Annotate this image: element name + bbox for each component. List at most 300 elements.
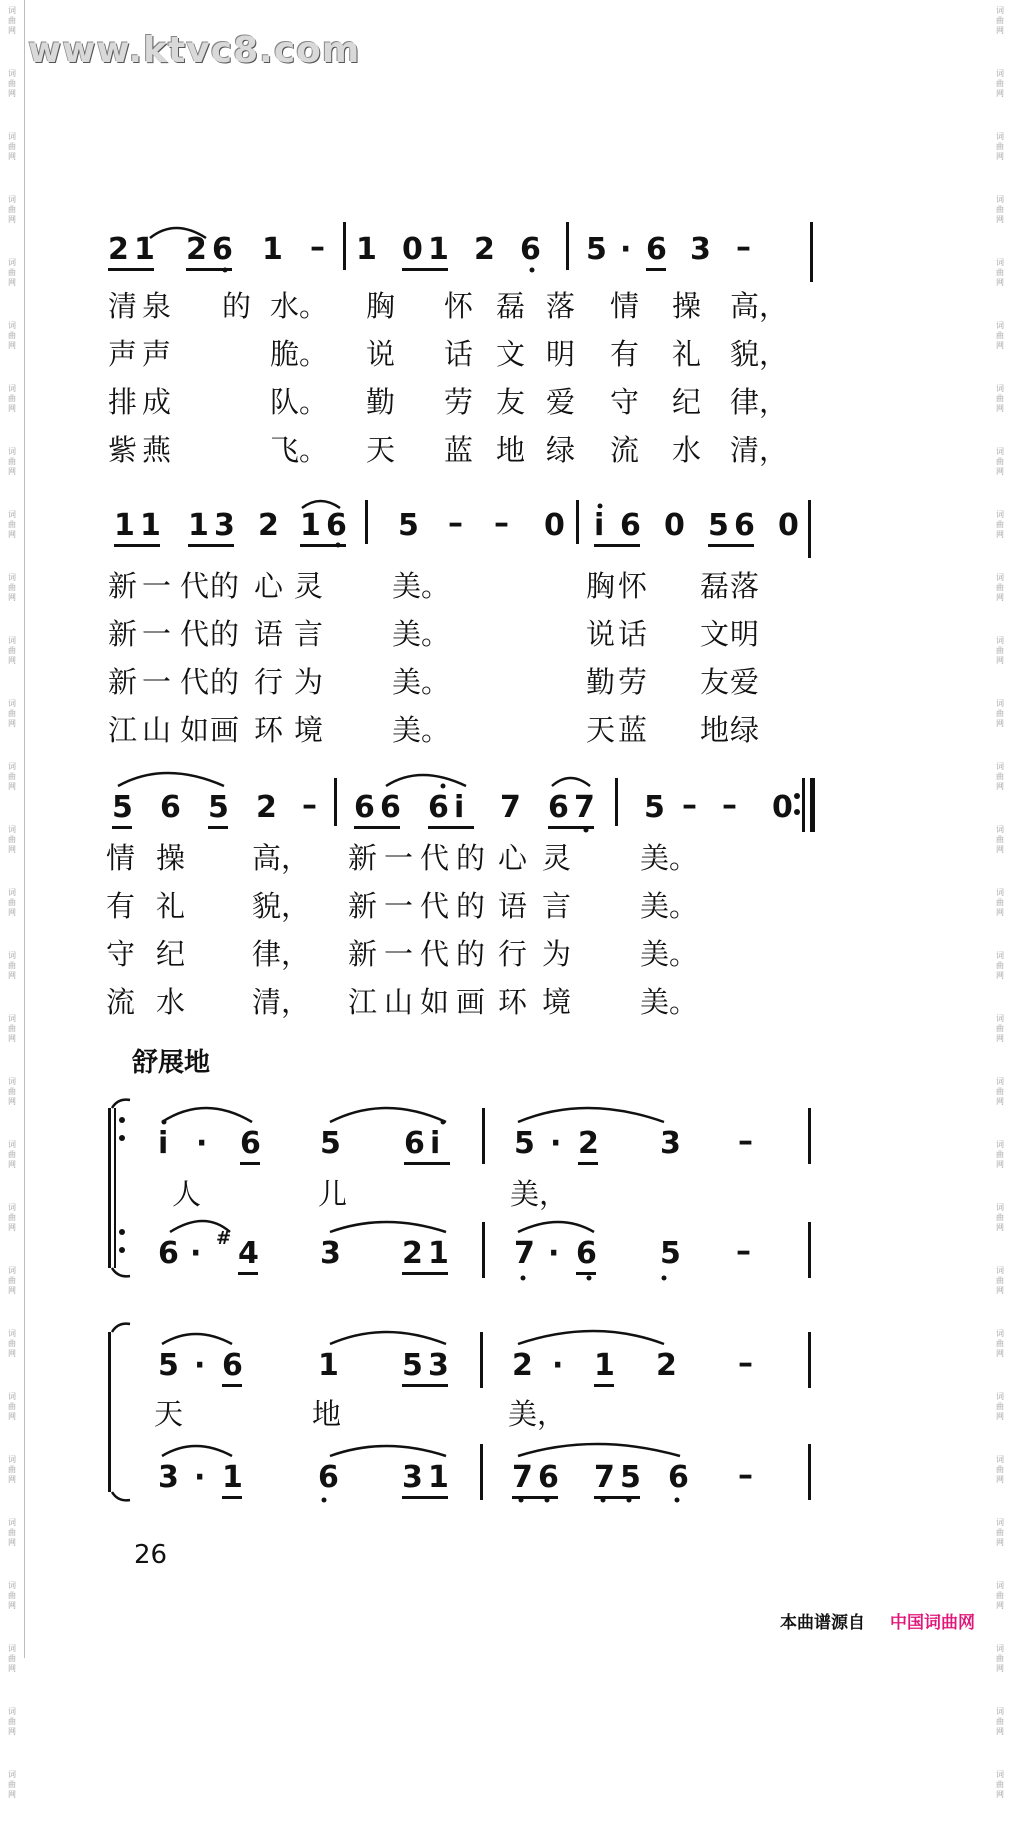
slur xyxy=(386,775,466,786)
lyric: 心 xyxy=(254,569,284,603)
lyric: 如 xyxy=(420,985,450,1019)
note: 1 xyxy=(134,232,155,267)
note-dash: – xyxy=(494,506,509,541)
lyric: 环 xyxy=(498,985,528,1019)
side-watermark-text: 词 曲 网 xyxy=(8,1518,16,1547)
side-watermark-text: 词 曲 网 xyxy=(8,384,16,413)
lyric: 清， xyxy=(252,985,311,1019)
slur xyxy=(330,1108,446,1122)
lyric: 新 xyxy=(348,841,378,875)
note: 1 xyxy=(222,1460,243,1495)
lyric: 水 xyxy=(156,985,186,1019)
note-dash: – xyxy=(310,230,325,265)
note: 3 xyxy=(214,508,235,543)
lyric: 的 xyxy=(210,617,240,651)
lyric: 天 xyxy=(586,713,616,747)
note: i xyxy=(158,1126,169,1161)
note: 7 xyxy=(500,790,521,825)
side-watermark-text: 词 曲 网 xyxy=(8,510,16,539)
note-dash: – xyxy=(448,506,463,541)
lyric: 美。 xyxy=(392,569,451,603)
lyric: 胸 xyxy=(366,289,396,323)
lyric: 天 xyxy=(154,1397,184,1431)
lyric: 话 xyxy=(618,617,648,651)
lyric: 地 xyxy=(312,1397,342,1431)
side-watermark-text: 词 曲 网 xyxy=(8,573,16,602)
lyric: 言 xyxy=(294,617,324,651)
note: 1 xyxy=(140,508,161,543)
lyric: 高， xyxy=(730,289,789,323)
repeat-dot xyxy=(794,793,800,799)
side-watermark-text: 词 曲 网 xyxy=(8,6,16,35)
lyric: 江 xyxy=(108,713,138,747)
octave-dot xyxy=(162,1120,167,1125)
side-watermark-text: 词 曲 网 xyxy=(8,195,16,224)
slur xyxy=(330,1446,446,1456)
lyric: 行 xyxy=(498,937,528,971)
note: 3 xyxy=(320,1236,341,1271)
note: 2 xyxy=(256,790,277,825)
lyric: 律， xyxy=(252,937,311,971)
note: 6 xyxy=(404,1126,425,1161)
lyric: 说 xyxy=(586,617,616,651)
bracket-curl xyxy=(112,1100,130,1108)
note: 5 xyxy=(514,1126,535,1161)
side-watermark-text: 词 曲 网 xyxy=(8,1203,16,1232)
lyric: 美。 xyxy=(392,617,451,651)
lyric: 山 xyxy=(142,713,172,747)
lyric: 语 xyxy=(498,889,528,923)
note: 1 xyxy=(428,1460,449,1495)
lyric: 有 xyxy=(106,889,136,923)
note-dot: · xyxy=(550,1126,562,1161)
note: 1 xyxy=(114,508,135,543)
lyric: 成 xyxy=(142,385,172,419)
slur xyxy=(518,1444,680,1456)
octave-dot xyxy=(587,1276,592,1281)
side-watermark-text: 词 曲 网 xyxy=(8,1707,16,1736)
note: 6 xyxy=(222,1348,243,1383)
bracket-curl xyxy=(112,1492,130,1500)
note: 0 xyxy=(544,508,565,543)
note: 6 xyxy=(620,508,641,543)
octave-dot xyxy=(584,828,589,833)
note: 6 xyxy=(318,1460,339,1495)
slur xyxy=(170,1221,230,1232)
note-dash: – xyxy=(736,230,751,265)
note: 7 xyxy=(514,1236,535,1271)
octave-dot xyxy=(662,1276,667,1281)
side-watermark-text: 词 曲 网 xyxy=(8,1644,16,1673)
lyric: 操 xyxy=(156,841,186,875)
lyric: 有 xyxy=(610,337,640,371)
side-watermark-text: 词 曲 网 xyxy=(8,951,16,980)
octave-dot xyxy=(598,504,603,509)
side-watermark-text: 词 曲 网 xyxy=(996,1455,1004,1484)
note: i xyxy=(430,1126,441,1161)
lyric: 脆。 xyxy=(270,337,329,371)
lyric: 蓝 xyxy=(444,433,474,467)
side-watermark-text: 词 曲 网 xyxy=(8,1581,16,1610)
lyric: 守 xyxy=(106,937,136,971)
lyric: 磊 xyxy=(700,569,730,603)
lyric: 燕 xyxy=(142,433,172,467)
lyric: 纪 xyxy=(156,937,186,971)
lyric: 一 xyxy=(142,665,172,699)
slur xyxy=(162,1334,232,1344)
lyric: 代 xyxy=(420,841,450,875)
note: 6 xyxy=(354,790,375,825)
lyric: 境 xyxy=(294,713,324,747)
note: i xyxy=(454,790,465,825)
lyric: 礼 xyxy=(672,337,702,371)
side-watermark-text: 词 曲 网 xyxy=(996,321,1004,350)
side-watermark-text: 词 曲 网 xyxy=(8,132,16,161)
note: 2 xyxy=(474,232,495,267)
lyric: 水 xyxy=(672,433,702,467)
lyric: 美， xyxy=(508,1397,567,1431)
note: 6 xyxy=(240,1126,261,1161)
slur xyxy=(330,1222,446,1232)
side-watermark-text: 词 曲 网 xyxy=(996,447,1004,476)
lyric: 友 xyxy=(700,665,730,699)
lyric: 一 xyxy=(384,889,414,923)
lyric: 落 xyxy=(730,569,760,603)
side-watermark-text: 词 曲 网 xyxy=(996,951,1004,980)
lyric: 貌， xyxy=(730,337,789,371)
note: 7 xyxy=(594,1460,615,1495)
lyric: 山 xyxy=(384,985,414,1019)
note-dash: – xyxy=(302,788,317,823)
lyric: 蓝 xyxy=(618,713,648,747)
lyric: 说 xyxy=(366,337,396,371)
side-watermark-text: 词 曲 网 xyxy=(8,1392,16,1421)
lyric: 勤 xyxy=(366,385,396,419)
note: 1 xyxy=(300,508,321,543)
lyric: 为 xyxy=(542,937,572,971)
note: 5 xyxy=(398,508,419,543)
lyric: 落 xyxy=(546,289,576,323)
slur xyxy=(302,501,340,508)
side-watermark-text: 词 曲 网 xyxy=(996,1329,1004,1358)
lyric: 绿 xyxy=(730,713,760,747)
octave-dot xyxy=(545,1498,550,1503)
side-watermark-text: 词 曲 网 xyxy=(996,258,1004,287)
side-watermark-text: 词 曲 网 xyxy=(996,1770,1004,1799)
lyric: 美， xyxy=(510,1177,569,1211)
note: 5 xyxy=(644,790,665,825)
lyric: 磊 xyxy=(496,289,526,323)
lyric: 美。 xyxy=(640,841,699,875)
lyric: 儿 xyxy=(318,1177,348,1211)
octave-dot xyxy=(627,1498,632,1503)
lyric: 一 xyxy=(142,569,172,603)
note-dot: · xyxy=(194,1460,206,1495)
lyric: 队。 xyxy=(270,385,329,419)
lyric: 代 xyxy=(420,937,450,971)
repeat-dot xyxy=(119,1135,125,1141)
note: 7 xyxy=(574,790,595,825)
note: 2 xyxy=(578,1126,599,1161)
lyric: 的 xyxy=(222,289,252,323)
lyric: 画 xyxy=(210,713,240,747)
lyric: 代 xyxy=(180,665,210,699)
note: 2 xyxy=(258,508,279,543)
side-watermark-text: 词 曲 网 xyxy=(8,1329,16,1358)
note: 0 xyxy=(778,508,799,543)
note: 6 xyxy=(576,1236,597,1271)
note: 6 xyxy=(428,790,449,825)
side-watermark-text: 词 曲 网 xyxy=(996,1707,1004,1736)
side-watermark-text: 词 曲 网 xyxy=(8,825,16,854)
lyric: 的 xyxy=(210,569,240,603)
lyric: 一 xyxy=(384,841,414,875)
lyric: 声 xyxy=(108,337,138,371)
slur xyxy=(330,1332,446,1344)
note-dot: · xyxy=(620,232,632,267)
lyric: 情 xyxy=(106,841,136,875)
note-dot: · xyxy=(194,1348,206,1383)
source-site-link[interactable]: 中国词曲网 xyxy=(890,1613,975,1633)
note: 5 xyxy=(660,1236,681,1271)
side-watermark-text: 词 曲 网 xyxy=(996,1077,1004,1106)
lyric: 地 xyxy=(700,713,730,747)
lyric: 的 xyxy=(456,889,486,923)
bracket-curl xyxy=(112,1268,130,1276)
octave-dot xyxy=(223,268,228,273)
lyric: 声 xyxy=(142,337,172,371)
lyric: 代 xyxy=(420,889,450,923)
note: 6 xyxy=(380,790,401,825)
lyric: 纪 xyxy=(672,385,702,419)
slur xyxy=(150,228,206,238)
lyric: 流 xyxy=(610,433,640,467)
lyric: 流 xyxy=(106,985,136,1019)
side-watermark-text: 词 曲 网 xyxy=(996,1266,1004,1295)
note: 4 xyxy=(238,1236,259,1271)
lyric: 情 xyxy=(610,289,640,323)
lyric: 劳 xyxy=(444,385,474,419)
note: 0 xyxy=(664,508,685,543)
sharp-sign: # xyxy=(216,1228,232,1249)
lyric: 排 xyxy=(108,385,138,419)
note: 6 xyxy=(520,232,541,267)
lyric: 一 xyxy=(142,617,172,651)
note: 3 xyxy=(402,1460,423,1495)
lyric: 的 xyxy=(456,841,486,875)
lyric: 紫 xyxy=(108,433,138,467)
lyric: 怀 xyxy=(444,289,474,323)
note: 6 xyxy=(538,1460,559,1495)
slur xyxy=(518,1222,594,1232)
lyric: 高， xyxy=(252,841,311,875)
page-number: 26 xyxy=(134,1540,168,1570)
note: 7 xyxy=(512,1460,533,1495)
lyric: 新 xyxy=(108,569,138,603)
lyric: 的 xyxy=(210,665,240,699)
lyric: 友 xyxy=(496,385,526,419)
lyric: 画 xyxy=(456,985,486,1019)
note: 3 xyxy=(690,232,711,267)
lyric: 爱 xyxy=(730,665,760,699)
lyric: 境 xyxy=(542,985,572,1019)
octave-dot xyxy=(521,1276,526,1281)
side-watermark-text: 词 曲 网 xyxy=(8,321,16,350)
side-watermark-text: 词 曲 网 xyxy=(996,132,1004,161)
lyric: 话 xyxy=(444,337,474,371)
side-watermark-text: 词 曲 网 xyxy=(996,636,1004,665)
side-watermark-text: 词 曲 网 xyxy=(8,1140,16,1169)
note: 6 xyxy=(646,232,667,267)
side-watermark-text: 词 曲 网 xyxy=(996,762,1004,791)
lyric: 如 xyxy=(180,713,210,747)
lyric: 美。 xyxy=(640,937,699,971)
side-watermark-text: 词 曲 网 xyxy=(996,825,1004,854)
note: 1 xyxy=(356,232,377,267)
side-watermark-text: 词 曲 网 xyxy=(8,1014,16,1043)
lyric: 美。 xyxy=(392,665,451,699)
repeat-dot xyxy=(119,1229,125,1235)
lyric: 文 xyxy=(496,337,526,371)
octave-dot xyxy=(322,1498,327,1503)
lyric: 爱 xyxy=(546,385,576,419)
side-watermark-text: 词 曲 网 xyxy=(996,384,1004,413)
note: 1 xyxy=(188,508,209,543)
note: 1 xyxy=(428,232,449,267)
lyric: 水。 xyxy=(270,289,329,323)
slur xyxy=(118,773,224,786)
lyric: 语 xyxy=(254,617,284,651)
lyric: 飞。 xyxy=(270,433,329,467)
note: 2 xyxy=(108,232,129,267)
lyric: 美。 xyxy=(640,985,699,1019)
note: 6 xyxy=(160,790,181,825)
lyric: 貌， xyxy=(252,889,311,923)
note-dot: · xyxy=(552,1348,564,1383)
side-watermark-text: 词 曲 网 xyxy=(8,1770,16,1799)
note: 2 xyxy=(656,1348,677,1383)
lyric: 律， xyxy=(730,385,789,419)
note: 6 xyxy=(548,790,569,825)
lyric: 心 xyxy=(498,841,528,875)
slur xyxy=(162,1108,252,1122)
lyric: 清， xyxy=(730,433,789,467)
lyric: 灵 xyxy=(542,841,572,875)
note-dash: – xyxy=(738,1458,753,1493)
side-watermark-text: 词 曲 网 xyxy=(8,1077,16,1106)
side-watermark-text: 词 曲 网 xyxy=(996,888,1004,917)
octave-dot xyxy=(441,1120,446,1125)
lyric: 新 xyxy=(108,617,138,651)
lyric: 美。 xyxy=(392,713,451,747)
lyric: 地 xyxy=(496,433,526,467)
side-watermark-text: 词 曲 网 xyxy=(996,1581,1004,1610)
lyric: 新 xyxy=(348,889,378,923)
octave-dot xyxy=(336,543,341,548)
octave-dot xyxy=(530,268,535,273)
note: 2 xyxy=(512,1348,533,1383)
note: 5 xyxy=(158,1348,179,1383)
note: 0 xyxy=(772,790,793,825)
note-dot: · xyxy=(548,1236,560,1271)
lyric: 一 xyxy=(384,937,414,971)
repeat-dot xyxy=(119,1117,125,1123)
note: 3 xyxy=(158,1460,179,1495)
bracket-curl xyxy=(112,1324,130,1332)
lyric: 守 xyxy=(610,385,640,419)
note: 6 xyxy=(734,508,755,543)
note: 6 xyxy=(668,1460,689,1495)
note-dash: – xyxy=(736,1234,751,1269)
tempo-marking: 舒展地 xyxy=(132,1048,211,1078)
slur xyxy=(552,778,590,786)
lyric: 言 xyxy=(542,889,572,923)
note: 6 xyxy=(212,232,233,267)
note: 6 xyxy=(326,508,347,543)
lyric: 绿 xyxy=(546,433,576,467)
side-watermark-text: 词 曲 网 xyxy=(996,69,1004,98)
lyric: 的 xyxy=(456,937,486,971)
lyric: 美。 xyxy=(640,889,699,923)
octave-dot xyxy=(519,1498,524,1503)
note: 3 xyxy=(660,1126,681,1161)
lyric: 环 xyxy=(254,713,284,747)
note: i xyxy=(594,508,605,543)
lyric: 新 xyxy=(348,937,378,971)
slur xyxy=(518,1331,664,1344)
lyric: 泉 xyxy=(142,289,172,323)
note: 5 xyxy=(586,232,607,267)
side-watermark-text: 词 曲 网 xyxy=(8,699,16,728)
lyric: 胸 xyxy=(586,569,616,603)
note: 5 xyxy=(208,790,229,825)
side-watermark-text: 词 曲 网 xyxy=(996,699,1004,728)
lyric: 新 xyxy=(108,665,138,699)
repeat-dot xyxy=(794,809,800,815)
lyric: 文 xyxy=(700,617,730,651)
lyric: 行 xyxy=(254,665,284,699)
lyric: 江 xyxy=(348,985,378,1019)
note: 5 xyxy=(112,790,133,825)
site-watermark: www.ktvc8.com xyxy=(28,30,361,71)
slur xyxy=(162,1446,232,1456)
side-watermark-text: 词 曲 网 xyxy=(996,573,1004,602)
side-watermark-text: 词 曲 网 xyxy=(8,447,16,476)
lyric: 天 xyxy=(366,433,396,467)
note-dot: · xyxy=(190,1236,202,1271)
note: 1 xyxy=(262,232,283,267)
side-watermark-text: 词 曲 网 xyxy=(996,510,1004,539)
note: 2 xyxy=(186,232,207,267)
lyric: 操 xyxy=(672,289,702,323)
note: 1 xyxy=(594,1348,615,1383)
note: 6 xyxy=(158,1236,179,1271)
side-watermark-text: 词 曲 网 xyxy=(996,1014,1004,1043)
octave-dot xyxy=(601,1498,606,1503)
note: 0 xyxy=(402,232,423,267)
side-watermark-text: 词 曲 网 xyxy=(996,1518,1004,1547)
note-dot: · xyxy=(196,1126,208,1161)
lyric: 人 xyxy=(172,1177,202,1211)
lyric: 勤 xyxy=(586,665,616,699)
octave-dot xyxy=(441,784,446,789)
lyric: 代 xyxy=(180,569,210,603)
repeat-dot xyxy=(119,1247,125,1253)
side-watermark-text: 词 曲 网 xyxy=(996,1140,1004,1169)
note: 5 xyxy=(320,1126,341,1161)
lyric: 礼 xyxy=(156,889,186,923)
lyric: 灵 xyxy=(294,569,324,603)
